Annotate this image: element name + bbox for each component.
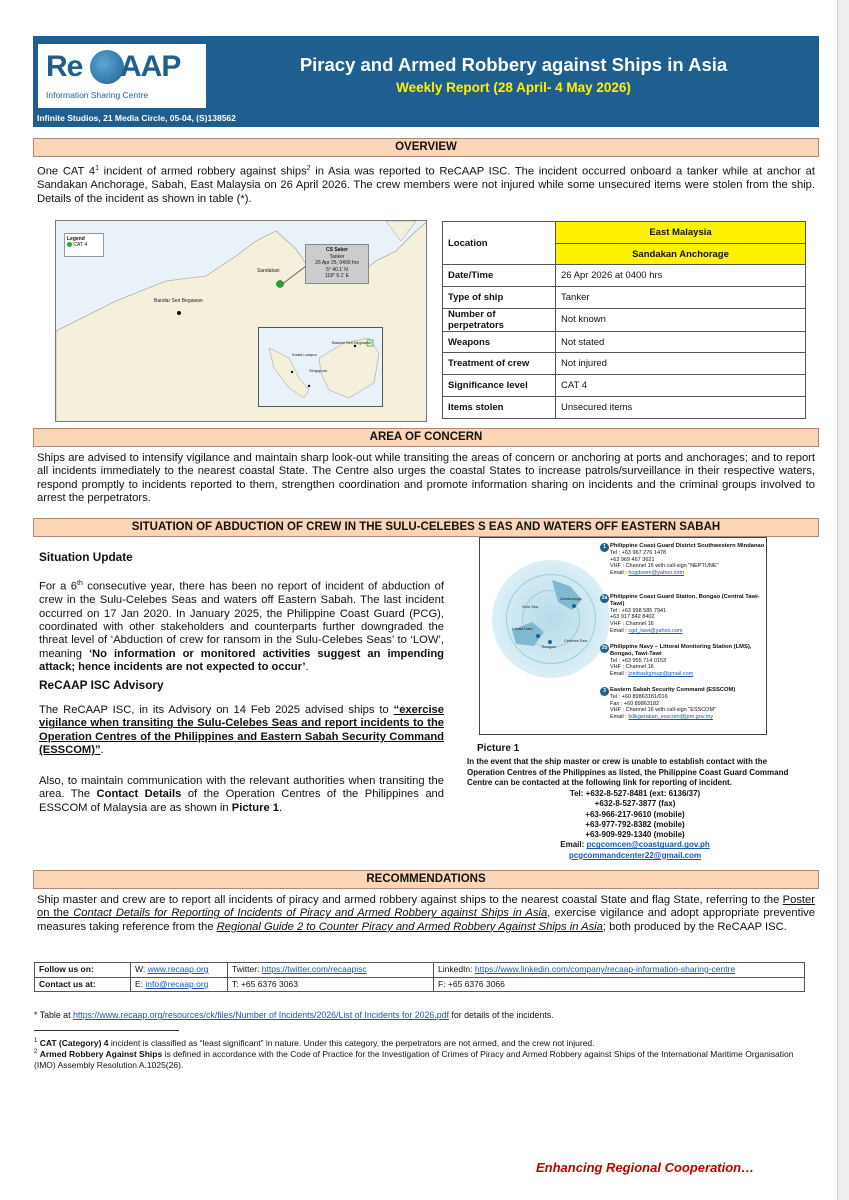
email-cell: E: info@recaap.org <box>131 978 228 992</box>
incident-list-link[interactable]: https://www.recaap.org/resources/ck/files/Number of Incidents/2026/List of Incidents for 2026.pdf <box>72 1010 449 1020</box>
follow-label: Follow us on: <box>35 963 131 978</box>
incident-map <box>55 220 427 422</box>
footnote-1: $^1$ CAT (Category) 4 incident is classified as “least significant” in nature. Under this category, the perpetrators are not armed, and the crew not injured. <box>34 1037 595 1048</box>
pcg-email-link-2[interactable]: pcgcommandcenter22@gmail.com <box>568 850 702 860</box>
incident-marker <box>277 281 284 288</box>
contact-navy-lms: 2b Philippine Navy – Littoral Monitoring Station (LMS), Bongao, Tawi-Tawi Tel : +63 955 714 0153 VHF : Channel 16 Email : jointtaskgroup@gmail.com <box>601 644 752 678</box>
contact-pcg-bongao: 2a Philippine Coast Guard Station, Bongao (Central Tawi-Tawi) Tel : +63 998 585 7941 +63 917 842 8402 VHF : Channel 16 Email : cgd_tawi@yahoo.com <box>601 594 760 634</box>
address: Infinite Studios, 21 Media Circle, 05-04, (S)138562 <box>37 113 236 123</box>
report-subtitle: Weekly Report (28 April- 4 May 2026) <box>396 80 631 95</box>
label-sandakan: Sandakan <box>257 268 280 274</box>
overview-text: One CAT $4^1$ incident of armed robbery against ships$^2$ in Asia was reported to ReCAAP ISC. The incident occurred onboard a tanker while at anchor at Sandakan Anchorage, Sabah, East Malaysia on 26 April 2026. The crew members were not injured while some unsecured items were stolen from the ship. Details of the incident as shown in table (*). <box>37 165 815 205</box>
recommendations-text: Ship master and crew are to report all incidents of piracy and armed robbery against ships to the nearest coastal State and flag State, referring to the Poster on the Contact Details for Reporting of Incidents of Piracy and Armed Robbery against Ships in Asia, exercise vigilance and adopt appropriate preventive measures taking reference from the Regional Guide 2 to Counter Piracy and Armed Robbery Against Ships in Asia; both produced by the ReCAAP ISC. <box>37 894 815 933</box>
pcg-email-link-1[interactable]: pcgcomcen@coastguard.gov.ph <box>586 840 710 850</box>
picture-caption: Picture 1 <box>477 743 520 754</box>
linkedin-link[interactable]: https://www.linkedin.com/company/recaap-information-sharing-centre <box>474 964 736 974</box>
logo-text-aap: AAP <box>120 50 181 83</box>
radar-map: Sulu Sea Zamboanga Lahad Datu Bongao Celebes Sea <box>492 560 610 678</box>
contact-pcg-district: 1 Philippine Coast Guard District Southwestern Mindanao Tel : +63 967 276 1478 +63 969 467 3621 VHF : Channel 16 with call-sign "NEPTUNE" Email : hcgdswm@yahoo.com <box>610 543 764 577</box>
footnote-divider <box>34 1030 179 1031</box>
report-header <box>33 36 819 127</box>
incident-callout: CS Saker Tanker 26 Apr 26, 0400 hrs 5° 40.1' N 118° 6.1' E <box>305 244 369 284</box>
fax-cell: F: +65 6376 3066 <box>434 978 805 992</box>
label-bandar: Bandar Seri Begawan <box>154 298 203 304</box>
table-row: Treatment of crew Not injured <box>443 353 806 375</box>
advisory-title: ReCAAP ISC Advisory <box>39 678 164 692</box>
email-link[interactable]: info@recaap.org <box>145 979 209 989</box>
abduction-heading: SITUATION OF ABDUCTION OF CREW IN THE SULU-CELEBES S EAS AND WATERS OFF EASTERN SABAH <box>33 518 819 537</box>
incident-table <box>442 221 806 419</box>
website-link[interactable]: www.recaap.org <box>147 964 209 974</box>
advisory-text: The ReCAAP ISC, in its Advisory on 14 Feb 2025 advised ships to “exercise vigilance when transiting the Sulu-Celebes Seas and report incidents to the Operation Centres of the Philippines and Eastern Sabah Security Command (ESSCOM)”. <box>39 704 444 757</box>
contact-label: Contact us at: <box>35 978 131 992</box>
twitter-cell: Twitter: https://twitter.com/recaapisc <box>228 963 434 978</box>
pcg-note: In the event that the ship master or crew is unable to establish contact with the Operation Centres of the Philippines as listed, the Philippine Coast Guard Command Centre can be contacted at the following link for reporting of incident. <box>467 757 789 787</box>
inset-map: Kuala Lumpur Singapore Bandar Seri Begawan <box>258 327 383 407</box>
contact-esscom: 3 Eastern Sabah Security Command (ESSCOM) Tel : +60 89863181/016 Fax : +60 89863182 VHF : Channel 16 with call-sign "ESSCOM" Email : bilikgerakan_esscom@jpm.gov.my <box>610 687 735 721</box>
regional-guide-link[interactable]: Regional Guide 2 to Counter Piracy and Armed Robbery Against Ships in Asia <box>216 920 603 933</box>
concern-heading: AREA OF CONCERN <box>33 428 819 447</box>
contact-text: Also, to maintain communication with the relevant authorities when transiting the area. The Contact Details of the Operation Centres of the Philippines and ESSCOM of Malaysia are as shown in Picture 1. <box>39 775 444 814</box>
logo-subtitle: Information Sharing Centre <box>46 90 149 100</box>
concern-text: Ships are advised to intensify vigilance and maintain sharp look-out while transiting the areas of concern or anchoring at ports and anchorages; and to report all incidents immediately to the nearest coastal State. The Centre also urges the coastal States to increase patrols/surveillance in their respective waters, respond promptly to incidents reported to them, strengthen coordination and promote information sharing on incidents and the criminal groups involved to arrest the perpetrators. <box>37 452 815 505</box>
page-edge <box>837 0 849 1200</box>
footnote-2: $^2$ Armed Robbery Against Ships is defined in accordance with the Code of Practice for the Investigation of Crimes of Piracy and Armed Robbery against Ships of the International Maritime Organisation (IMO) Assembly Resolution A.1025(26). <box>34 1048 794 1070</box>
table-note: * Table at https://www.recaap.org/resources/ck/files/Number of Incidents/2026/List of Incidents for 2026.pdf for details of the incidents. <box>34 1010 554 1020</box>
table-row: Items stolen Unsecured items <box>443 396 806 418</box>
table-row: Type of ship Tanker <box>443 287 806 309</box>
situation-update-title: Situation Update <box>39 550 133 564</box>
contact-picture <box>479 537 767 735</box>
overview-heading: OVERVIEW <box>33 138 819 157</box>
footer-tagline: Enhancing Regional Cooperation… <box>536 1160 755 1175</box>
table-row: Number of perpetrators Not known <box>443 308 806 331</box>
table-row: Date/Time 26 Apr 2026 at 0400 hrs <box>443 265 806 287</box>
website-cell: W: www.recaap.org <box>131 963 228 978</box>
follow-table <box>34 962 805 992</box>
pcg-contacts: Tel: +632-8-527-8481 (ext: 6136/37) +632-8-527-3877 (fax) +63-966-217-9610 (mobile) +63-977-792-8382 (mobile) +63-909-929-1340 (mobile) Email: pcgcomcen@coastguard.gov.ph pcgcommandcenter22@gmail.com <box>560 789 710 860</box>
twitter-link[interactable]: https://twitter.com/recaapisc <box>261 964 367 974</box>
location-label: Location <box>443 222 556 265</box>
logo-text-re: Re <box>46 50 83 83</box>
map-legend: Legend CAT 4 <box>64 233 104 257</box>
poster-link[interactable]: Contact Details for Reporting of Incidents of Piracy and Armed Robbery against Ships in Asia <box>73 907 548 920</box>
globe-icon <box>90 50 124 84</box>
report-title: Piracy and Armed Robbery against Ships in Asia <box>299 54 728 75</box>
bandar-marker <box>177 311 181 315</box>
situation-update-text: For a 6th consecutive year, there has been no report of incident of abduction of crew in the Sulu-Celebes Seas and waters off Eastern Sabah. The last incident occurred on 17 Jan 2020. In January 2025, the Philippine Coast Guard (PCG), coordinated with other stakeholders and counterparts further downgraded the threat level of ‘Abduction of crew for ransom in the Sulu-Celebes Seas’ to ‘LOW’, meaning ‘No information or monitored activities suggest an impending attack; hence incidents are not expected to occur’. <box>39 580 444 674</box>
tel-cell: T: +65 6376 3063 <box>228 978 434 992</box>
linkedin-cell: LinkedIn: https://www.linkedin.com/company/recaap-information-sharing-centre <box>434 963 805 978</box>
table-row: Weapons Not stated <box>443 331 806 353</box>
recommendations-heading: RECOMMENDATIONS <box>33 870 819 889</box>
recaap-logo <box>38 44 206 108</box>
location-value-region: East Malaysia <box>556 222 806 244</box>
table-row: Significance level CAT 4 <box>443 375 806 397</box>
location-value-place: Sandakan Anchorage <box>556 243 806 265</box>
